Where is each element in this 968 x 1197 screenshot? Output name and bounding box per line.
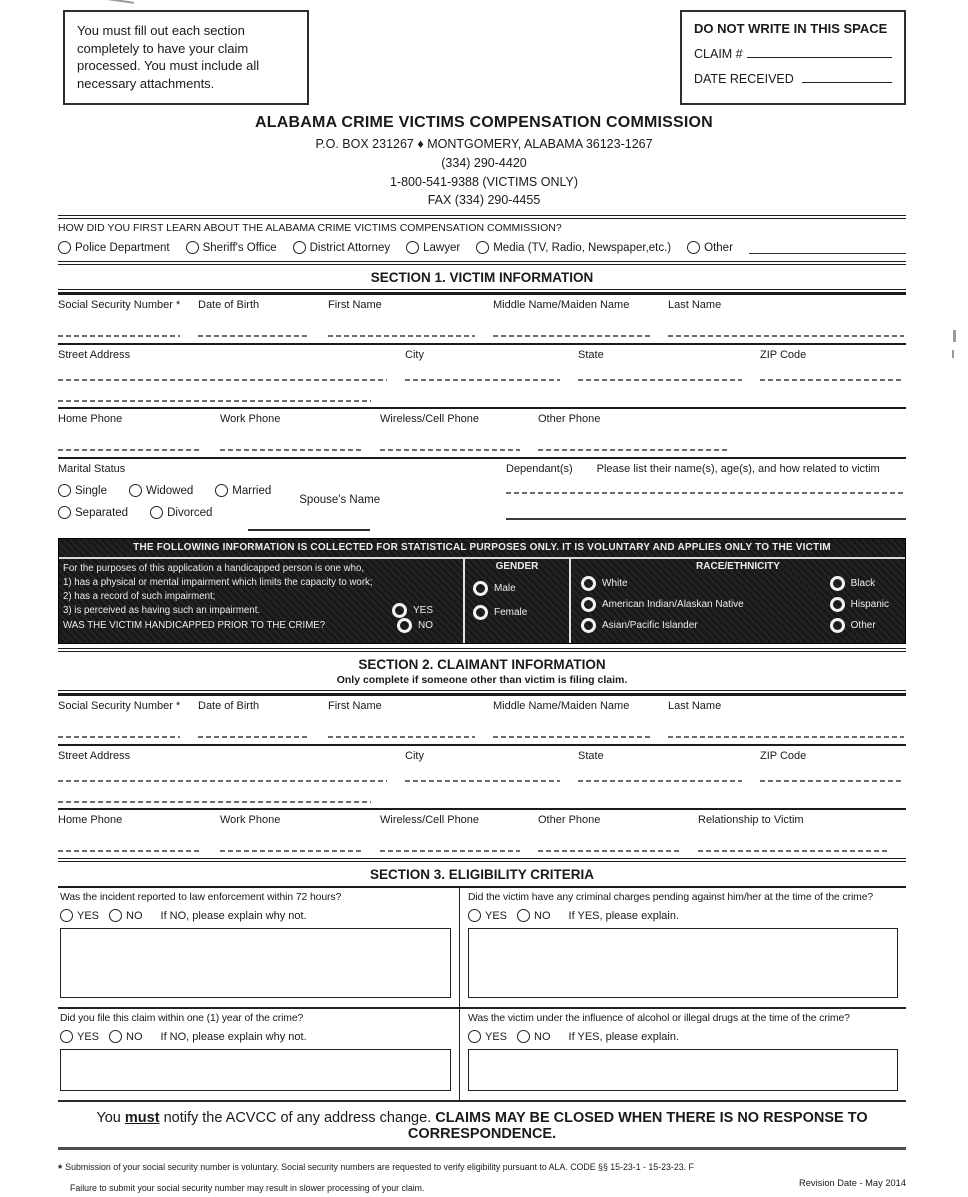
radio-icon[interactable] bbox=[392, 603, 407, 618]
claimant-dob-label: Date of Birth bbox=[198, 700, 260, 712]
claimant-zip-label: ZIP Code bbox=[760, 750, 807, 762]
marital-status-block bbox=[58, 457, 906, 533]
section3-title: SECTION 3. ELIGIBILITY CRITERIA bbox=[369, 867, 595, 882]
notice-must: must bbox=[124, 1110, 160, 1126]
claimant-name-row bbox=[58, 694, 906, 744]
scan-artifact bbox=[953, 330, 956, 342]
victim-street-line[interactable] bbox=[58, 379, 387, 381]
radio-icon[interactable] bbox=[215, 484, 228, 497]
radio-icon[interactable] bbox=[830, 576, 845, 591]
option-label: Sheriff's Office bbox=[202, 241, 277, 254]
q4-explain-hint: If YES, please explain. bbox=[568, 1030, 679, 1043]
marital-status-label: Marital Status bbox=[58, 463, 126, 475]
victim-state-label: State bbox=[578, 349, 604, 361]
instruction-box: You must fill out each section completely to have your claim processed. You must include all necessary attachments. bbox=[63, 10, 309, 105]
option-single[interactable] bbox=[58, 484, 107, 497]
victim-phone-row bbox=[58, 407, 906, 457]
option-label: Black bbox=[850, 578, 876, 589]
radio-icon[interactable] bbox=[60, 1030, 73, 1043]
race-block bbox=[571, 559, 905, 643]
claimant-ssn-label: Social Security Number * bbox=[58, 700, 181, 712]
victim-street-label: Street Address bbox=[58, 349, 131, 361]
claimant-cell-phone-label: Wireless/Cell Phone bbox=[380, 814, 480, 826]
radio-icon[interactable] bbox=[473, 581, 488, 596]
option-label: Hispanic bbox=[850, 599, 889, 610]
radio-icon[interactable] bbox=[468, 1030, 481, 1043]
option-label: YES bbox=[485, 909, 508, 922]
q1-explain-box[interactable] bbox=[60, 928, 451, 998]
option-media[interactable] bbox=[476, 241, 671, 254]
q3-yes-option[interactable] bbox=[60, 1030, 99, 1043]
option-race-other[interactable] bbox=[830, 618, 889, 633]
radio-icon[interactable] bbox=[129, 484, 142, 497]
spouse-name-label: Spouse's Name bbox=[299, 493, 381, 506]
victim-ssn-line[interactable] bbox=[58, 335, 180, 337]
footnote-line2: Failure to submit your social security number may result in slower processing of your claim. bbox=[70, 1182, 425, 1193]
learn-question: HOW DID YOU FIRST LEARN ABOUT THE ALABAMA CRIME VICTIMS COMPENSATION COMMISSION? bbox=[58, 222, 562, 234]
victim-cell-phone-line[interactable] bbox=[380, 449, 520, 451]
option-label: District Attorney bbox=[309, 241, 391, 254]
victim-zip-label: ZIP Code bbox=[760, 349, 807, 361]
option-district-attorney[interactable] bbox=[293, 241, 391, 254]
revision-date: Revision Date - May 2014 bbox=[799, 1177, 906, 1188]
question-text: Did you file this claim within one (1) year of the crime? bbox=[60, 1013, 304, 1024]
radio-icon[interactable] bbox=[468, 909, 481, 922]
q1-no-option[interactable] bbox=[109, 909, 143, 922]
eligibility-grid bbox=[58, 886, 906, 1102]
claim-number-line[interactable] bbox=[747, 46, 892, 58]
radio-icon[interactable] bbox=[581, 618, 596, 633]
radio-icon[interactable] bbox=[293, 241, 306, 254]
option-label: YES bbox=[77, 1030, 100, 1043]
option-american-indian[interactable] bbox=[581, 597, 744, 612]
victim-other-phone-label: Other Phone bbox=[538, 413, 601, 425]
option-hispanic[interactable] bbox=[830, 597, 889, 612]
section2-subtitle: Only complete if someone other than victim is filing claim. bbox=[336, 674, 628, 686]
option-label: Police Department bbox=[75, 241, 170, 254]
victim-first-name-label: First Name bbox=[328, 299, 382, 311]
question-text: Was the incident reported to law enforcement within 72 hours? bbox=[60, 892, 342, 903]
q3-explain-box[interactable] bbox=[60, 1049, 451, 1091]
victim-cell-phone-label: Wireless/Cell Phone bbox=[380, 413, 480, 425]
claimant-other-phone-label: Other Phone bbox=[538, 814, 601, 826]
option-label: Media (TV, Radio, Newspaper,etc.) bbox=[493, 241, 672, 254]
dependants-label: Dependant(s) bbox=[506, 463, 573, 475]
radio-icon[interactable] bbox=[687, 241, 700, 254]
race-column-1 bbox=[581, 576, 744, 639]
victim-home-phone-line[interactable] bbox=[58, 449, 202, 451]
dependants-block bbox=[500, 463, 906, 533]
gender-block bbox=[463, 559, 571, 643]
victim-last-name-line[interactable] bbox=[668, 335, 904, 337]
option-divorced[interactable] bbox=[150, 506, 212, 519]
radio-icon[interactable] bbox=[60, 909, 73, 922]
claim-number-label: CLAIM # bbox=[694, 47, 743, 61]
option-black[interactable] bbox=[830, 576, 889, 591]
option-label: Divorced bbox=[167, 506, 213, 519]
option-label: Male bbox=[494, 583, 516, 594]
option-sheriffs-office[interactable] bbox=[186, 241, 277, 254]
option-label: Other bbox=[704, 241, 733, 254]
q2-explain-hint: If YES, please explain. bbox=[568, 909, 679, 922]
statistical-section bbox=[58, 538, 906, 644]
dependants-line1[interactable] bbox=[506, 492, 906, 494]
claimant-first-name-label: First Name bbox=[328, 700, 382, 712]
option-other[interactable] bbox=[687, 241, 733, 254]
radio-icon[interactable] bbox=[581, 597, 596, 612]
dependants-hint: Please list their name(s), age(s), and how related to victim bbox=[596, 463, 880, 475]
claimant-ssn-line[interactable] bbox=[58, 736, 180, 738]
victim-home-phone-label: Home Phone bbox=[58, 413, 123, 425]
q4-explain-box[interactable] bbox=[468, 1049, 898, 1091]
victim-state-line[interactable] bbox=[578, 379, 742, 381]
victim-dob-line[interactable] bbox=[198, 335, 310, 337]
claimant-street-line2[interactable] bbox=[58, 801, 371, 803]
claimant-zip-line[interactable] bbox=[760, 780, 904, 782]
option-label: NO bbox=[126, 1030, 143, 1043]
claimant-middle-name-line[interactable] bbox=[493, 736, 650, 738]
victim-dob-label: Date of Birth bbox=[198, 299, 260, 311]
victim-city-label: City bbox=[405, 349, 424, 361]
radio-icon[interactable] bbox=[830, 618, 845, 633]
form-header bbox=[0, 111, 968, 210]
option-label: YES bbox=[77, 909, 100, 922]
radio-icon[interactable] bbox=[109, 909, 122, 922]
option-label: Other bbox=[850, 620, 876, 631]
question-alcohol-drugs bbox=[459, 1009, 906, 1100]
option-label: Lawyer bbox=[423, 241, 461, 254]
q2-yes-option[interactable] bbox=[468, 909, 507, 922]
question-filed-within-year bbox=[58, 1009, 459, 1100]
radio-icon[interactable] bbox=[186, 241, 199, 254]
relationship-to-victim-label: Relationship to Victim bbox=[698, 814, 804, 826]
handicapped-yes-option[interactable] bbox=[392, 603, 433, 618]
claimant-state-label: State bbox=[578, 750, 604, 762]
claimant-last-name-line[interactable] bbox=[668, 736, 904, 738]
top-boxes bbox=[0, 0, 968, 105]
office-use-box bbox=[680, 10, 906, 105]
commission-title: ALABAMA CRIME VICTIMS COMPENSATION COMMISSION bbox=[255, 114, 713, 131]
scan-artifact bbox=[952, 350, 954, 358]
question-text: Was the victim under the influence of alcohol or illegal drugs at the time of the crime? bbox=[468, 1013, 850, 1024]
radio-icon[interactable] bbox=[58, 241, 71, 254]
option-label: Separated bbox=[75, 506, 129, 519]
claimant-address-row bbox=[58, 744, 906, 808]
handicapped-criterion-3: 3) is perceived as having such an impairment. bbox=[63, 604, 261, 616]
option-label: YES bbox=[412, 604, 433, 616]
victim-middle-name-line[interactable] bbox=[493, 335, 650, 337]
radio-icon[interactable] bbox=[473, 605, 488, 620]
radio-icon[interactable] bbox=[517, 1030, 530, 1043]
claimant-dob-line[interactable] bbox=[198, 736, 310, 738]
radio-icon[interactable] bbox=[517, 909, 530, 922]
option-label: NO bbox=[534, 1030, 551, 1043]
q3-no-option[interactable] bbox=[109, 1030, 143, 1043]
option-label: White bbox=[602, 578, 628, 589]
office-use-title: DO NOT WRITE IN THIS SPACE bbox=[694, 21, 888, 36]
phone-line: (334) 290-4420 bbox=[441, 155, 527, 170]
radio-icon[interactable] bbox=[109, 1030, 122, 1043]
victim-middle-name-label: Middle Name/Maiden Name bbox=[493, 299, 630, 311]
claimant-home-phone-label: Home Phone bbox=[58, 814, 123, 826]
handicapped-no-option[interactable] bbox=[397, 618, 433, 633]
spouse-name-line[interactable] bbox=[248, 529, 370, 531]
option-label: Single bbox=[75, 484, 107, 497]
date-received-label: DATE RECEIVED bbox=[694, 72, 794, 86]
radio-icon[interactable] bbox=[406, 241, 419, 254]
radio-icon[interactable] bbox=[581, 576, 596, 591]
claimant-street-line[interactable] bbox=[58, 780, 387, 782]
handicapped-question: WAS THE VICTIM HANDICAPPED PRIOR TO THE CRIME? bbox=[63, 619, 326, 631]
claimant-last-name-label: Last Name bbox=[668, 700, 722, 712]
claimant-street-label: Street Address bbox=[58, 750, 131, 762]
claimant-work-phone-line[interactable] bbox=[220, 850, 362, 852]
victim-name-row bbox=[58, 293, 906, 343]
radio-icon[interactable] bbox=[476, 241, 489, 254]
victim-zip-line[interactable] bbox=[760, 379, 904, 381]
victim-other-phone-line[interactable] bbox=[538, 449, 728, 451]
notice-bold: CLAIMS MAY BE CLOSED WHEN THERE IS NO RESPONSE TO CORRESPONDENCE. bbox=[407, 1110, 868, 1142]
radio-icon[interactable] bbox=[150, 506, 163, 519]
section2-title: SECTION 2. CLAIMANT INFORMATION bbox=[358, 657, 606, 672]
q4-no-option[interactable] bbox=[517, 1030, 551, 1043]
race-title: RACE/ETHNICITY bbox=[696, 561, 780, 572]
claimant-city-label: City bbox=[405, 750, 424, 762]
notice-text: notify the ACVCC of any address change. bbox=[159, 1110, 436, 1126]
victim-work-phone-line[interactable] bbox=[220, 449, 362, 451]
option-label: NO bbox=[126, 909, 143, 922]
q2-explain-box[interactable] bbox=[468, 928, 898, 998]
option-lawyer[interactable] bbox=[406, 241, 460, 254]
victim-last-name-label: Last Name bbox=[668, 299, 722, 311]
option-widowed[interactable] bbox=[129, 484, 193, 497]
victim-street-line2[interactable] bbox=[58, 400, 371, 402]
statistical-banner: THE FOLLOWING INFORMATION IS COLLECTED FOR STATISTICAL PURPOSES ONLY. IT IS VOLUNTARY AND APPLIES ONLY TO THE VICTIM bbox=[59, 539, 905, 559]
address-change-notice bbox=[58, 1104, 906, 1150]
victim-first-name-line[interactable] bbox=[328, 335, 475, 337]
option-label: Widowed bbox=[145, 484, 194, 497]
option-asian-pacific[interactable] bbox=[581, 618, 744, 633]
section1-title: SECTION 1. VICTIM INFORMATION bbox=[370, 270, 594, 285]
learn-options bbox=[58, 235, 906, 261]
dependants-line2[interactable] bbox=[506, 518, 906, 520]
claimant-city-line[interactable] bbox=[405, 780, 560, 782]
option-separated[interactable] bbox=[58, 506, 128, 519]
handicapped-block bbox=[59, 559, 463, 643]
option-label: American Indian/Alaskan Native bbox=[602, 599, 744, 610]
q2-no-option[interactable] bbox=[517, 909, 551, 922]
option-male[interactable] bbox=[473, 581, 563, 596]
handicapped-criterion-1: 1) has a physical or mental impairment which limits the capacity to work; bbox=[63, 576, 373, 588]
claimant-state-line[interactable] bbox=[578, 780, 742, 782]
option-label: YES bbox=[485, 1030, 508, 1043]
question-criminal-charges bbox=[459, 888, 906, 1009]
option-label: Married bbox=[232, 484, 272, 497]
footnote-line1: Submission of your social security number is voluntary. Social security numbers are requested to verify eligibility pursuant to ALA. CODE §§ 15-23-1 - 15-23-23. F bbox=[65, 1162, 694, 1172]
option-white[interactable] bbox=[581, 576, 744, 591]
radio-icon[interactable] bbox=[58, 484, 71, 497]
option-label: NO bbox=[418, 619, 433, 631]
po-box-line: P.O. BOX 231267 ♦ MONTGOMERY, ALABAMA 36123-1267 bbox=[315, 137, 653, 151]
radio-icon[interactable] bbox=[58, 506, 71, 519]
victim-city-line[interactable] bbox=[405, 379, 560, 381]
date-received-line[interactable] bbox=[802, 71, 892, 83]
race-column-2 bbox=[830, 576, 889, 639]
question-reported-72-hours bbox=[58, 888, 459, 1009]
option-police-department[interactable] bbox=[58, 241, 170, 254]
radio-icon[interactable] bbox=[397, 618, 412, 633]
handicapped-intro: For the purposes of this application a handicapped person is one who, bbox=[63, 563, 365, 574]
gender-title: GENDER bbox=[495, 561, 539, 572]
option-label: Asian/Pacific Islander bbox=[602, 620, 698, 631]
claimant-cell-phone-line[interactable] bbox=[380, 850, 520, 852]
q1-yes-option[interactable] bbox=[60, 909, 99, 922]
question-text: Did the victim have any criminal charges pending against him/her at the time of the crime? bbox=[468, 892, 874, 903]
fax-line: FAX (334) 290-4455 bbox=[427, 193, 541, 208]
relationship-to-victim-line[interactable] bbox=[698, 850, 888, 852]
q4-yes-option[interactable] bbox=[468, 1030, 507, 1043]
option-label: NO bbox=[534, 909, 551, 922]
notice-text: You bbox=[96, 1110, 125, 1126]
victims-hotline-line: 1-800-541-9388 (VICTIMS ONLY) bbox=[389, 174, 579, 189]
victim-address-row bbox=[58, 343, 906, 407]
victim-work-phone-label: Work Phone bbox=[220, 413, 281, 425]
claimant-phone-row bbox=[58, 808, 906, 858]
q3-explain-hint: If NO, please explain why not. bbox=[160, 1030, 307, 1043]
claimant-other-phone-line[interactable] bbox=[538, 850, 680, 852]
footnote-asterisk: * bbox=[58, 1163, 63, 1175]
other-write-line[interactable] bbox=[749, 242, 906, 254]
option-married[interactable] bbox=[215, 484, 271, 497]
footer bbox=[58, 1150, 906, 1197]
claimant-first-name-line[interactable] bbox=[328, 736, 475, 738]
option-female[interactable] bbox=[473, 605, 563, 620]
victim-ssn-label: Social Security Number * bbox=[58, 299, 181, 311]
claimant-work-phone-label: Work Phone bbox=[220, 814, 281, 826]
handicapped-criterion-2: 2) has a record of such impairment; bbox=[63, 590, 216, 602]
option-label: Female bbox=[494, 607, 528, 618]
q1-explain-hint: If NO, please explain why not. bbox=[160, 909, 307, 922]
radio-icon[interactable] bbox=[830, 597, 845, 612]
claimant-home-phone-line[interactable] bbox=[58, 850, 202, 852]
claimant-middle-name-label: Middle Name/Maiden Name bbox=[493, 700, 630, 712]
